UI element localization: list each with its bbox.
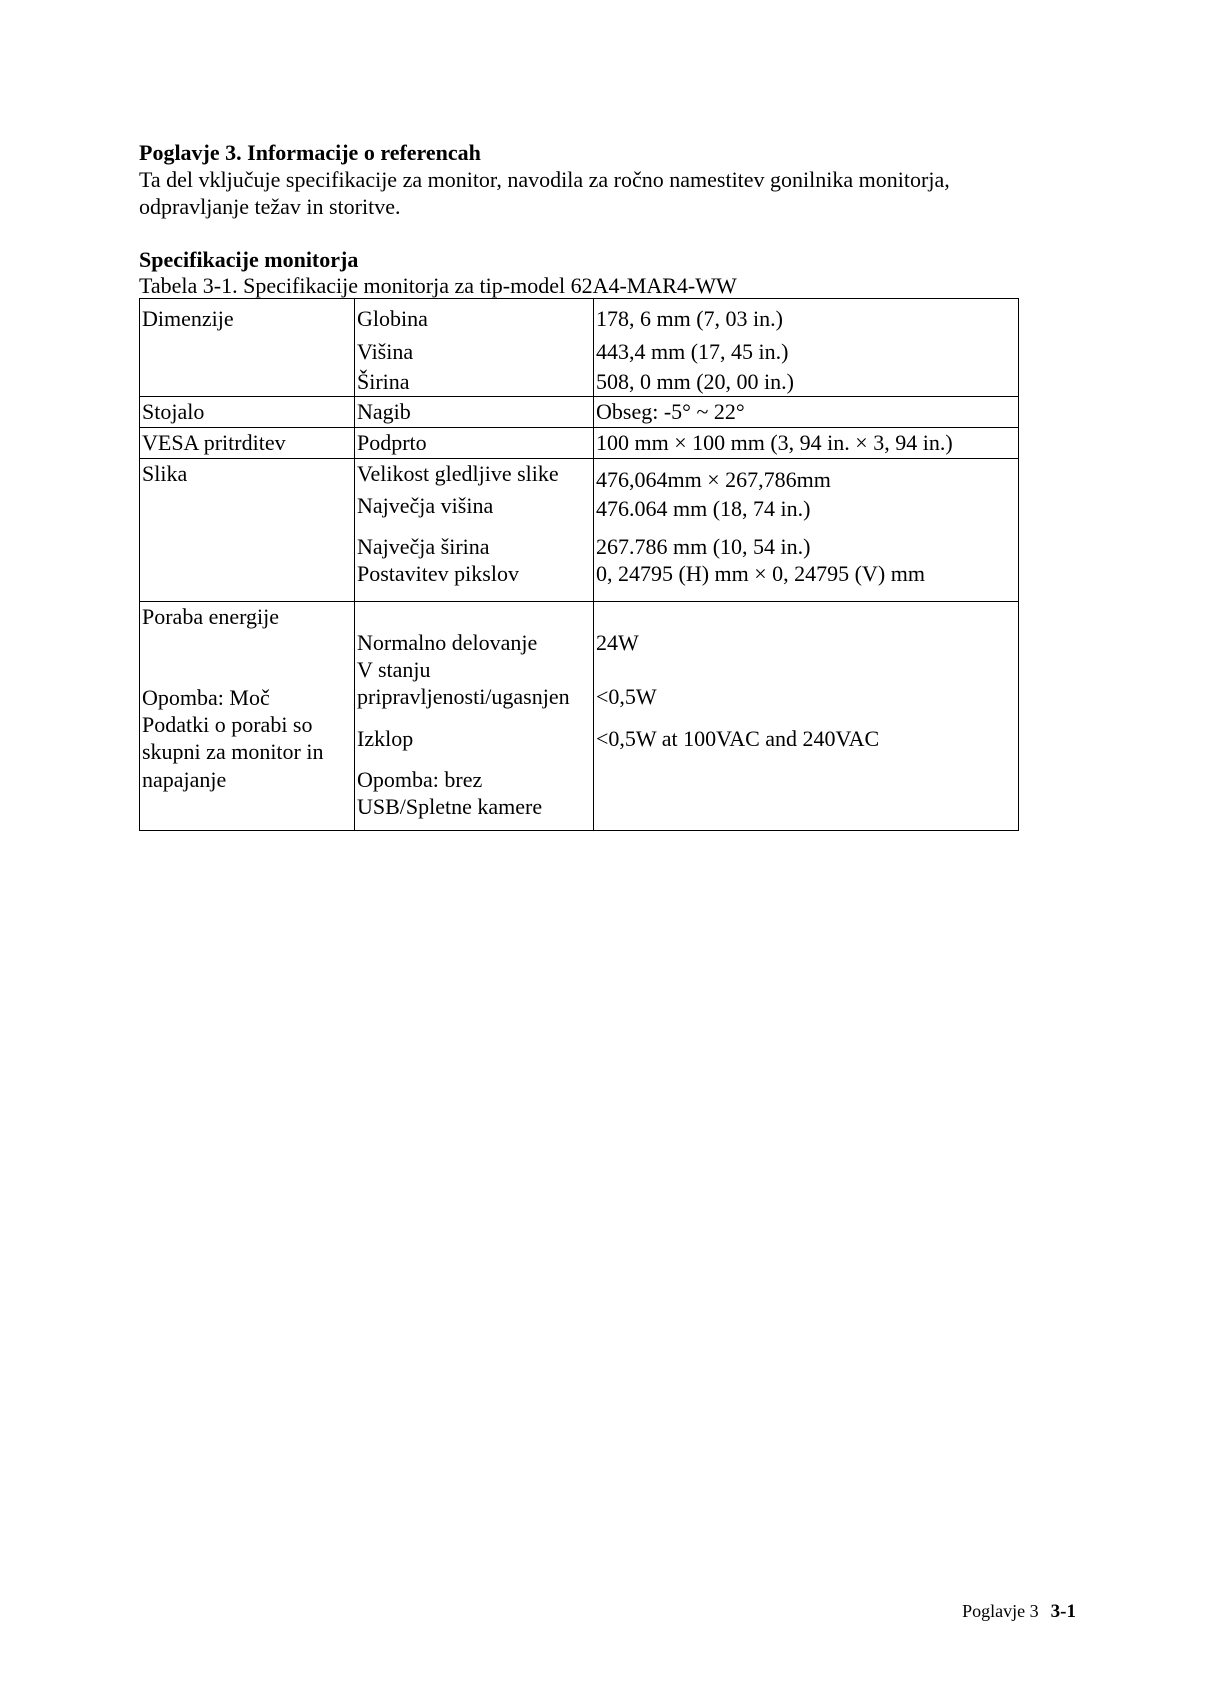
cell-text: 0, 24795 (H) mm × 0, 24795 (V) mm [596,561,925,586]
row-label [140,428,355,459]
cell-text: Izklop [357,726,414,751]
table-row [140,459,1019,602]
row-label [140,602,355,831]
cell-text: Poraba energije [142,604,280,629]
table-row [140,428,1019,459]
row-values [594,602,1019,831]
cell-text: Opomba: Moč [142,685,270,710]
row-subitems [355,459,594,602]
row-subitems [355,428,594,459]
cell-text: pripravljenosti/ugasnjen [357,684,570,709]
table-caption: Tabela 3-1. Specifikacije monitorja za tip-model 62A4-MAR4-WW [139,273,737,298]
cell-text: Največja višina [357,493,494,518]
intro-line: odpravljanje težav in storitve. [139,194,401,219]
row-values [594,299,1019,397]
row-values [594,459,1019,602]
cell-text: Globina [357,306,428,331]
cell-text: 24W [596,630,639,655]
row-values [594,397,1019,428]
cell-text: Slika [142,461,188,486]
cell-text: napajanje [142,767,227,792]
cell-text: Nagib [357,399,411,424]
cell-text: Stojalo [142,399,205,424]
row-label [140,397,355,428]
page-number: 3-1 [1050,1601,1076,1622]
cell-text: V stanju [357,657,431,682]
intro-paragraph [139,166,1019,220]
cell-text: <0,5W [596,684,657,709]
row-subitems [355,602,594,831]
cell-text: Širina [357,369,410,394]
cell-text: Opomba: brez [357,767,483,792]
cell-text: 178, 6 mm (7, 03 in.) [596,306,783,331]
row-values [594,428,1019,459]
cell-text: 508, 0 mm (20, 00 in.) [596,369,794,394]
page-footer [962,1601,1076,1623]
row-subitems [355,397,594,428]
cell-text: Višina [357,339,414,364]
cell-text: Dimenzije [142,306,234,331]
cell-text: Velikost gledljive slike [357,461,559,486]
cell-text: 476.064 mm (18, 74 in.) [596,496,811,521]
table-row [140,397,1019,428]
cell-text: 476,064mm × 267,786mm [596,467,831,492]
cell-text: 267.786 mm (10, 54 in.) [596,534,811,559]
cell-text: Obseg: -5° ~ 22° [596,399,745,424]
row-subitems [355,299,594,397]
cell-text: Podprto [357,430,427,455]
cell-text: USB/Spletne kamere [357,794,543,819]
intro-line: Ta del vključuje specifikacije za monitor, navodila za ročno namestitev gonilnika monitorja, [139,167,950,192]
section-title: Specifikacije monitorja [139,247,359,272]
table-row [140,602,1019,831]
chapter-heading: Poglavje 3. Informacije o referencah [139,140,481,165]
cell-text: Normalno delovanje [357,630,538,655]
cell-text: <0,5W at 100VAC and 240VAC [596,726,880,751]
cell-text: Največja širina [357,534,490,559]
table-row [140,299,1019,397]
cell-text: VESA pritrditev [142,430,286,455]
cell-text: 443,4 mm (17, 45 in.) [596,339,789,364]
footer-chapter: Poglavje 3 [962,1601,1039,1621]
row-label [140,459,355,602]
page-content [139,140,1019,831]
row-label [140,299,355,397]
spec-table [139,298,1019,831]
cell-text: 100 mm × 100 mm (3, 94 in. × 3, 94 in.) [596,430,953,455]
cell-text: skupni za monitor in [142,739,324,764]
cell-text: Postavitev pikslov [357,561,519,586]
cell-text: Podatki o porabi so [142,712,313,737]
